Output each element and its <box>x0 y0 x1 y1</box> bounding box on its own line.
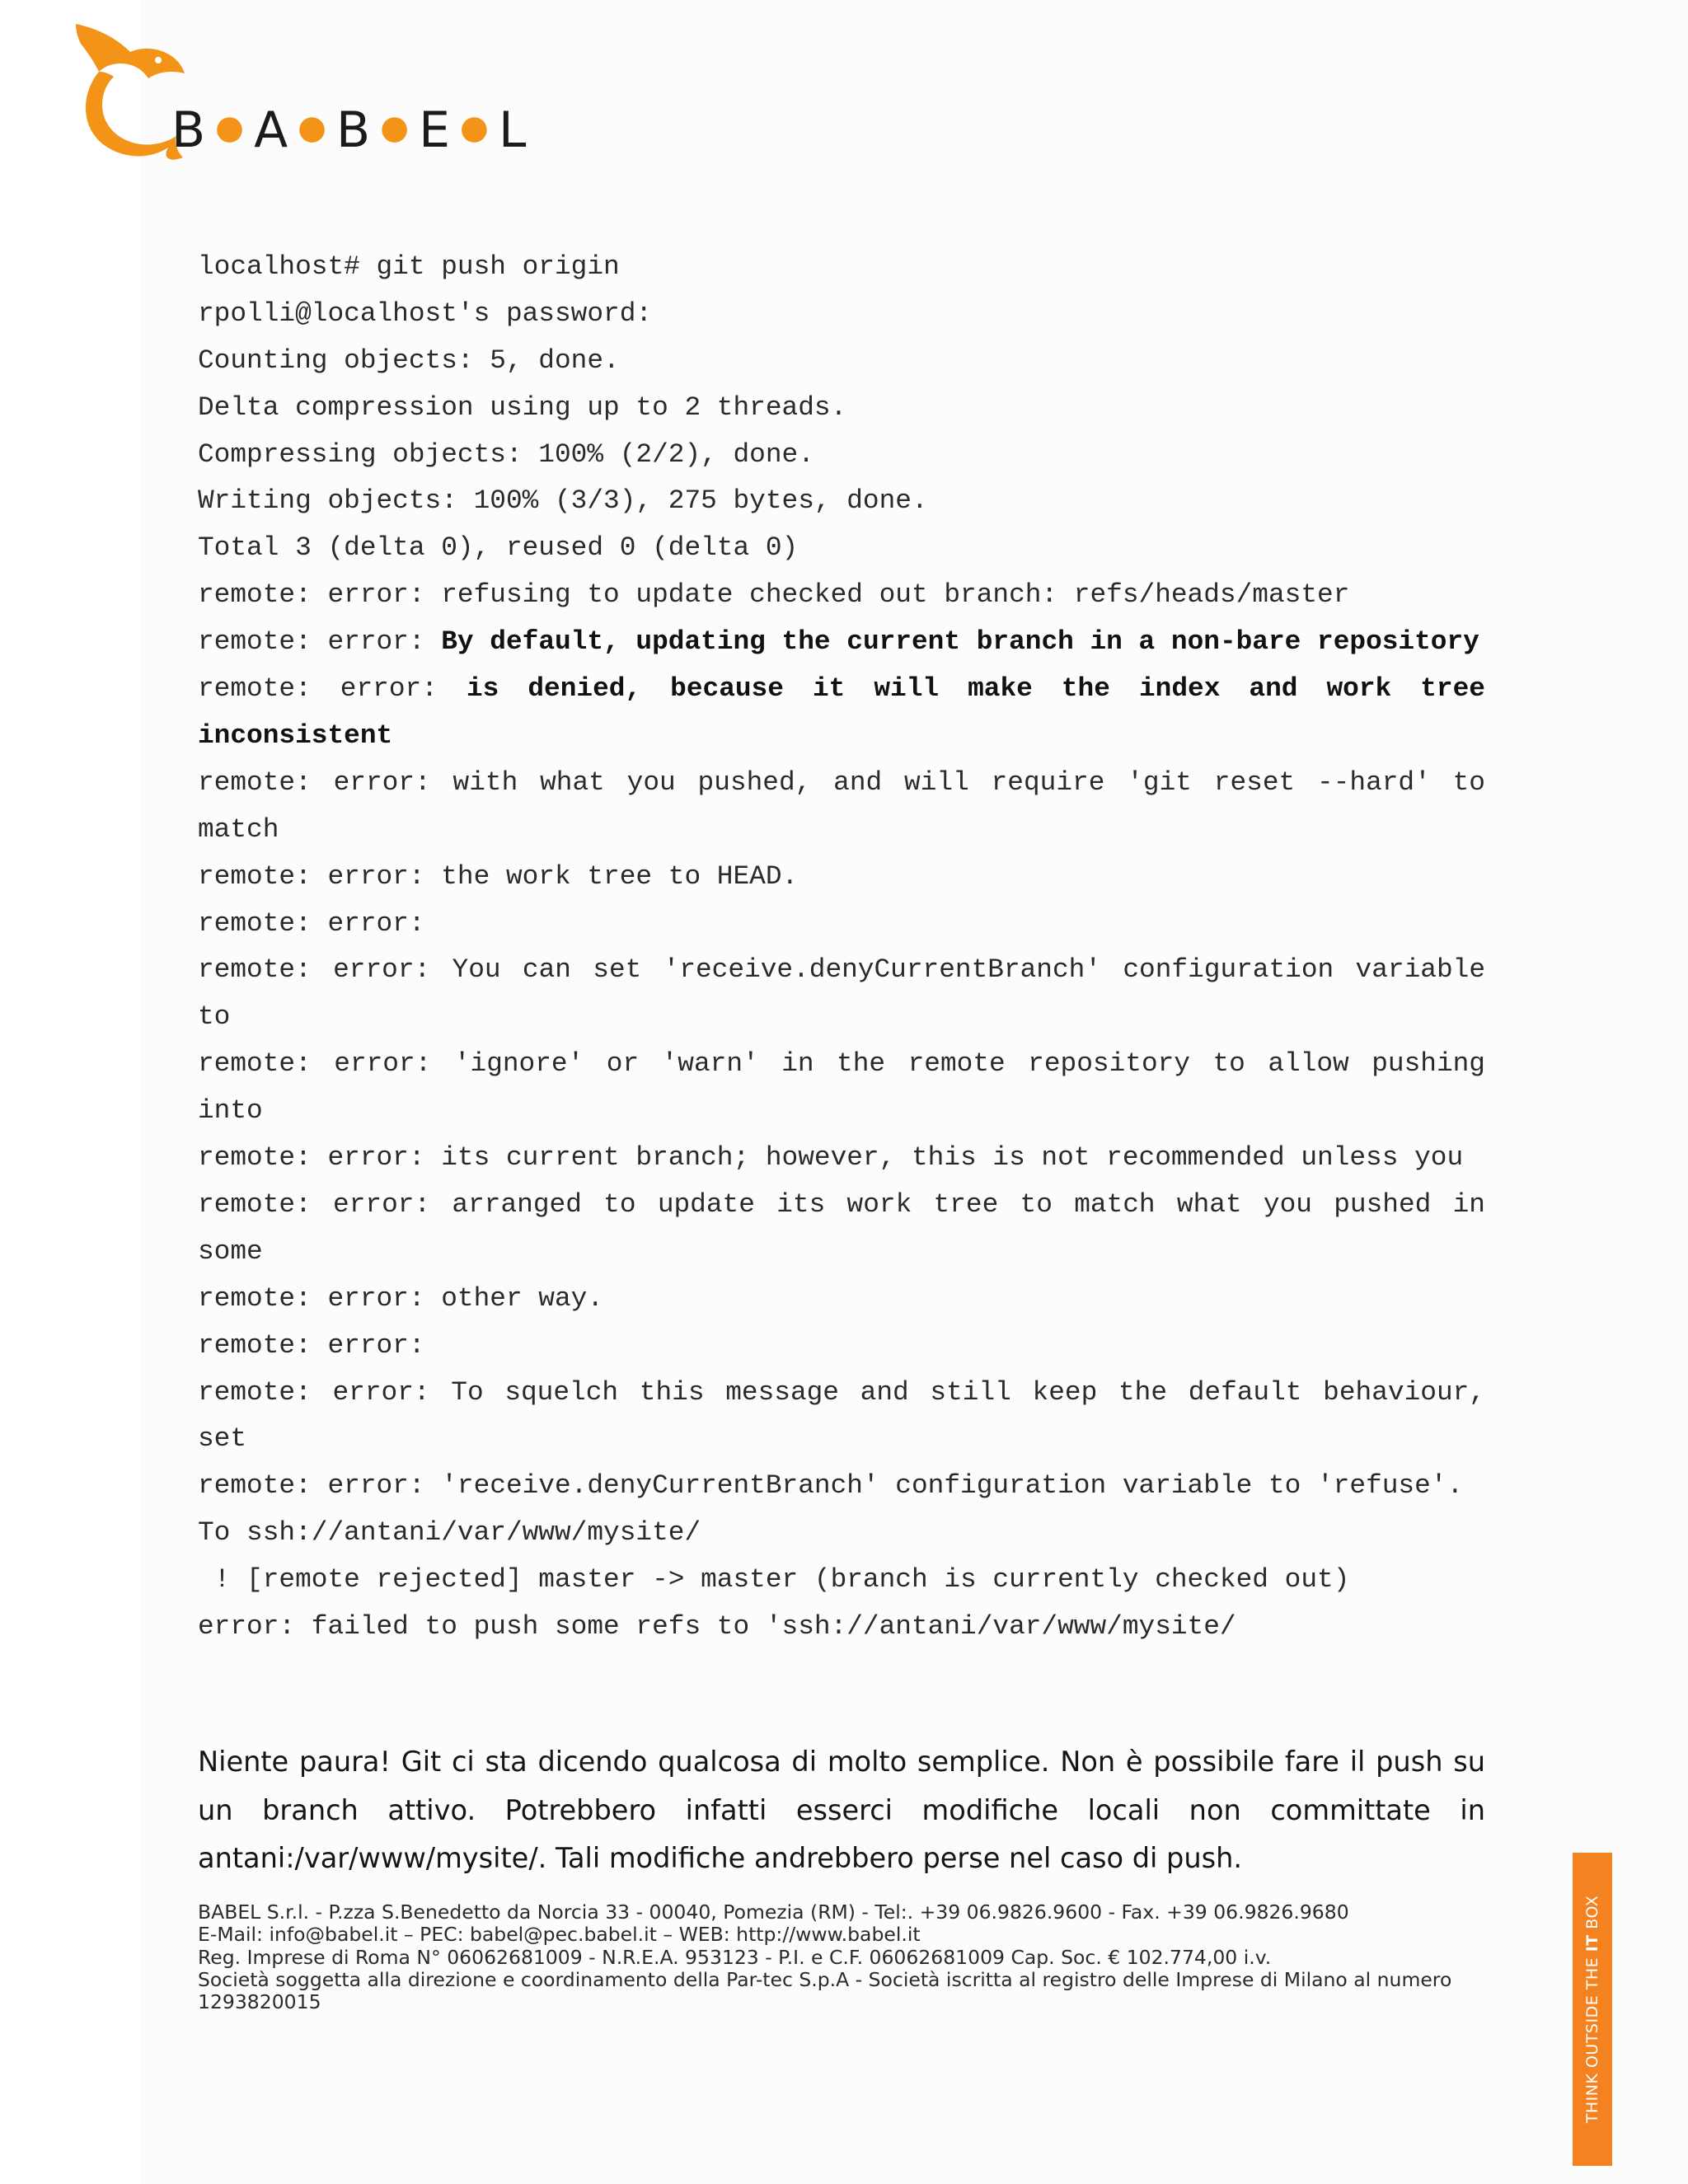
terminal-line: rpolli@localhost's password: <box>198 298 653 329</box>
logo-dot: ● <box>298 109 329 147</box>
logo-letter: B <box>336 101 373 159</box>
terminal-line: To ssh://antani/var/www/mysite/ <box>198 1517 701 1549</box>
terminal-prefix: remote: error: <box>198 626 442 658</box>
terminal-line: Delta compression using up to 2 threads. <box>198 391 847 423</box>
terminal-line: localhost# git push origin <box>198 251 620 282</box>
terminal-line-wrapped: remote: error: its current branch; however, this is not recommended unless you <box>198 1142 1464 1174</box>
tagline-text <box>1583 1896 1601 2123</box>
footer-registry-number: 1293820015 <box>198 1990 321 2014</box>
terminal-line: remote: error: <box>198 907 425 939</box>
terminal-line-wrapped: remote: error: arranged to update its work tree to match what you pushed in some <box>198 1188 1485 1267</box>
footer-contacts: E-Mail: info@babel.it – PEC: babel@pec.babel.it – WEB: http://www.babel.it <box>198 1923 921 1947</box>
terminal-line: Counting objects: 5, done. <box>198 344 620 376</box>
terminal-line-wrapped: remote: error: with what you pushed, and will require 'git reset --hard' to match <box>198 766 1485 845</box>
terminal-line-wrapped: remote: error: 'ignore' or 'warn' in the remote repository to allow pushing into <box>198 1048 1485 1127</box>
footer-ownership: Società soggetta alla direzione e coordinamento della Par-tec S.p.A - Società iscritta al registro delle Imprese di Milano al numero <box>198 1967 1452 1991</box>
logo-letter: A <box>254 101 290 159</box>
logo-letter: E <box>419 101 452 159</box>
terminal-line-bold <box>198 666 1485 760</box>
logo-dot: ● <box>460 109 490 147</box>
logo-letter: B <box>171 101 208 159</box>
terminal-output <box>198 244 1485 1651</box>
terminal-line-wrapped: remote: error: To squelch this message and still keep the default behaviour, set <box>198 1376 1485 1455</box>
logo-dot: ● <box>380 109 411 147</box>
terminal-line-wrapped: remote: error: 'receive.denyCurrentBranch' configuration variable to 'refuse'. <box>198 1470 1464 1502</box>
terminal-line: remote: error: the work tree to HEAD. <box>198 860 799 892</box>
terminal-line: error: failed to push some refs to 'ssh://antani/var/www/mysite/ <box>198 1611 1236 1643</box>
terminal-line: Writing objects: 100% (3/3), 275 bytes, done. <box>198 485 928 517</box>
logo-wordmark <box>171 101 528 159</box>
terminal-line: remote: error: other way. <box>198 1282 604 1314</box>
side-tagline-banner <box>1573 1853 1612 2166</box>
terminal-line: Compressing objects: 100% (2/2), done. <box>198 438 814 470</box>
terminal-prefix: remote: error: <box>198 673 467 705</box>
terminal-line-wrapped: remote: error: You can set 'receive.denyCurrentBranch' configuration variable to <box>198 954 1485 1033</box>
tagline-bold: IT <box>1583 1934 1601 1952</box>
logo-letter: L <box>498 101 528 159</box>
terminal-line: Total 3 (delta 0), reused 0 (delta 0) <box>198 532 799 564</box>
logo-dot: ● <box>215 109 246 147</box>
terminal-line-bold <box>198 619 1485 666</box>
terminal-line: remote: error: refusing to update checked out branch: refs/heads/master <box>198 579 1350 611</box>
footer-address: BABEL S.r.l. - P.zza S.Benedetto da Norcia 33 - 00040, Pomezia (RM) - Tel:. +39 06.9826.9600 - Fax. +39 06.9826.9680 <box>198 1900 1349 1924</box>
terminal-bold-text: By default, updating the current branch in a non-bare repository <box>441 626 1479 658</box>
terminal-bold-text: is denied, because it will make the index and work tree inconsistent <box>198 673 1485 751</box>
company-footer <box>198 1901 1517 2013</box>
tagline-part: THINK OUTSIDE THE <box>1583 1952 1601 2124</box>
footer-registration: Reg. Imprese di Roma N° 06062681009 - N.R.E.A. 953123 - P.I. e C.F. 06062681009 Cap. Soc. € 102.774,00 i.v. <box>198 1945 1272 1969</box>
babel-logo <box>66 21 528 169</box>
tagline-part: BOX <box>1583 1895 1601 1935</box>
terminal-line: ! [remote rejected] master -> master (branch is currently checked out) <box>198 1564 1350 1596</box>
explanation-paragraph: Niente paura! Git ci sta dicendo qualcosa di molto semplice. Non è possibile fare il push su un branch attivo. Potrebbero infatti esserci modifiche locali non committate in antani:/var/www/mysite/. Tali modifiche andrebbero perse nel caso di push. <box>198 1746 1485 1874</box>
terminal-line: remote: error: <box>198 1329 425 1361</box>
